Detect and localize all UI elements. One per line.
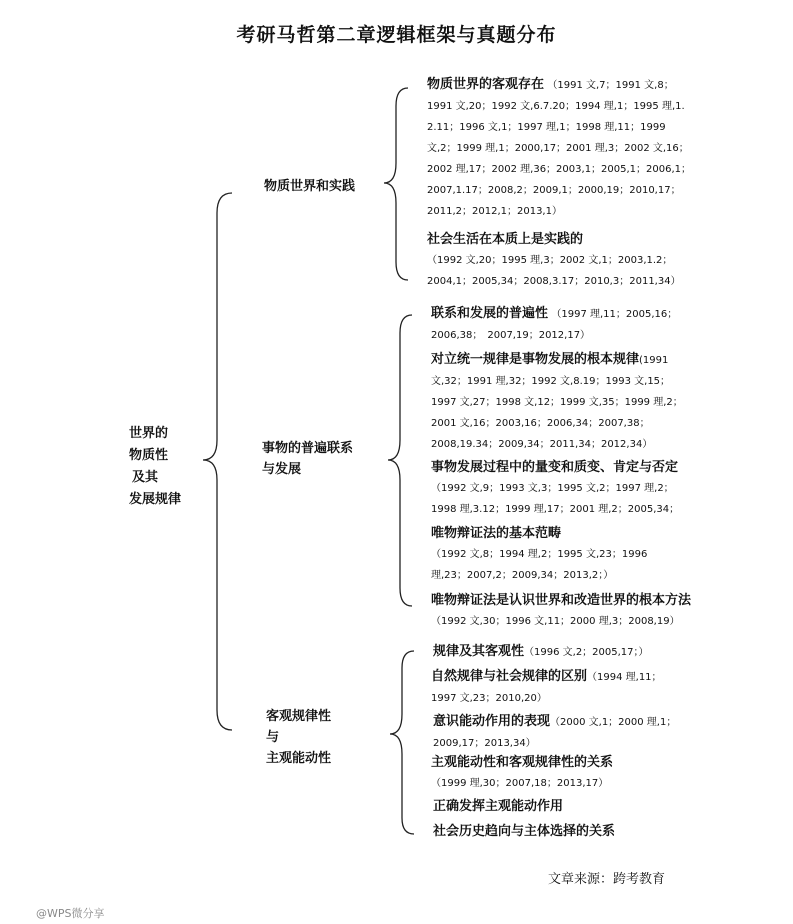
leaf-item [431,752,721,794]
leaf-item [433,711,723,754]
leaf-item [431,666,721,709]
leaf-heading: 规律及其客观性 [433,644,525,659]
root-line: 发展规律 [129,492,182,507]
branch-node-practice [264,176,355,197]
leaf-citation: 1998 理,3.12；1999 理,17；2001 理,2；2005,34； [431,504,680,515]
leaf-item [433,641,723,663]
leaf-citation: (1991 [639,355,669,366]
branch1-brace [384,88,408,280]
leaf-citation: 2001 文,16；2003,16；2006,34；2007,38； [431,418,650,429]
leaf-item [431,523,716,586]
leaf-citation: 2.11；1996 文,1；1997 理,1；1998 理,11；1999 [427,122,666,133]
branch-label: 与 [266,730,280,745]
leaf-citation: （1999 理,30；2007,18；2013,17） [431,778,609,789]
watermark: @WPS微分享 [36,907,105,920]
leaf-heading: 社会生活在本质上是实践的 [427,232,584,247]
page-title: 考研马哲第二章逻辑框架与真题分布 [236,24,557,46]
root-line: 物质性 [129,448,169,463]
leaf-item [427,229,707,292]
leaf-citation: 2002 理,17；2002 理,36；2003,1；2005,1；2006,1； [427,164,692,175]
leaf-item [431,349,716,455]
root-brace [203,193,232,730]
leaf-heading: 主观能动性和客观规律性的关系 [431,755,614,770]
leaf-citation: 2004,1；2005,34；2008,3.17；2010,3；2011,34） [427,276,681,287]
leaf-citation: 2007,1.17；2008,2；2009,1；2000,19；2010,17； [427,185,681,196]
leaf-citation: 2009,17；2013,34） [433,738,536,749]
branch-label: 主观能动性 [266,751,332,766]
leaf-citation: （2000 文,1；2000 理,1； [550,717,677,728]
leaf-item [431,457,721,520]
leaf-citation: 1997 文,27；1998 文,12；1999 文,35；1999 理,2； [431,397,683,408]
leaf-citation: （1994 理,11； [587,672,662,683]
leaf-citation: 1997 文,23；2010,20） [431,693,547,704]
branch-label: 与发展 [262,462,302,477]
leaf-citation: 文,2；1999 理,1；2000,17；2001 理,3；2002 文,16； [427,143,689,154]
branch-label: 物质世界和实践 [264,179,356,194]
leaf-citation: 2006,38； 2007,19；2012,17） [431,330,591,341]
leaf-item [431,590,731,632]
leaf-citation: 2008,19.34；2009,34；2011,34；2012,34） [431,439,653,450]
leaf-heading: 联系和发展的普遍性 [431,306,549,321]
branch3-brace [390,651,414,834]
leaf-heading: 意识能动作用的表现 [433,714,551,729]
leaf-heading: 正确发挥主观能动作用 [433,799,564,814]
branch-label: 客观规律性 [266,709,332,724]
branch-node-connection [262,438,353,480]
branch-label: 事物的普遍联系 [262,441,354,456]
root-node [129,423,199,511]
branch-node-law [266,706,331,769]
leaf-citation: 1991 文,20；1992 文,6.7.20；1994 理,1；1995 理,1. [427,101,685,112]
leaf-heading: 自然规律与社会规律的区别 [431,669,588,684]
leaf-citation: （1992 文,30；1996 文,11；2000 理,3；2008,19） [431,616,680,627]
root-line: 世界的 [129,426,169,441]
leaf-citation: （1991 文,7；1991 文,8； [547,80,674,91]
leaf-heading: 唯物辩证法的基本范畴 [431,526,562,541]
leaf-citation: 理,23；2007,2；2009,34；2013,2；） [431,570,614,581]
leaf-item [433,821,723,842]
leaf-item [431,303,716,346]
leaf-item [427,74,707,222]
leaf-citation: 文,32；1991 理,32；1992 文,8.19；1993 文,15； [431,376,671,387]
leaf-heading: 事物发展过程中的量变和质变、肯定与否定 [431,460,679,475]
leaf-citation: （1997 理,11；2005,16； [551,309,678,320]
root-line: 及其 [132,470,159,485]
leaf-item [433,796,723,817]
leaf-heading: 唯物辩证法是认识世界和改造世界的根本方法 [431,593,692,608]
leaf-heading: 社会历史趋向与主体选择的关系 [433,824,616,839]
branch2-brace [388,315,412,606]
leaf-citation: （1992 文,8；1994 理,2；1995 文,23；1996 [431,549,648,560]
leaf-heading: 物质世界的客观存在 [427,77,545,92]
leaf-citation: （1992 文,9；1993 文,3；1995 文,2；1997 理,2； [431,483,674,494]
leaf-citation: 2011,2；2012,1；2013,1） [427,206,562,217]
leaf-heading: 对立统一规律是事物发展的根本规律 [431,352,640,367]
source-credit: 文章来源：跨考教育 [548,872,666,887]
leaf-citation: （1996 文,2；2005,17；） [524,647,649,658]
leaf-citation: （1992 文,20；1995 理,3；2002 文,1；2003,1.2； [427,255,673,266]
